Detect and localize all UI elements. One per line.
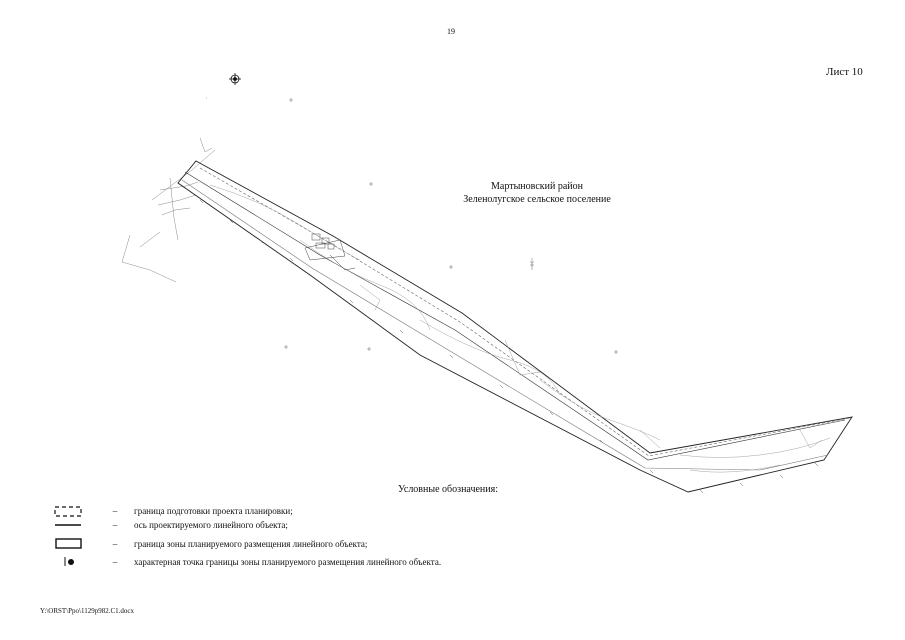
linear-object-axis: [182, 168, 850, 470]
region-title-line-2: Зеленолугское сельское поселение: [463, 194, 611, 205]
footer-file-path: Y:\ORST\Ppo\1129p982.C1.docx: [40, 607, 134, 615]
legend-item-planning-boundary: [38, 504, 293, 518]
legend-dash: –: [112, 506, 118, 516]
region-title-line-1: Мартыновский район: [491, 181, 583, 192]
terrain-contours: [210, 185, 830, 472]
sheet-label: Лист 10: [826, 66, 863, 78]
grid-crosses: [206, 98, 618, 354]
survey-lines: [122, 138, 215, 282]
legend-label: граница подготовки проекта планировки;: [134, 506, 293, 516]
planning-zone-boundary: [178, 161, 852, 492]
legend-dash: –: [112, 539, 118, 549]
settlement-cluster: [305, 234, 355, 270]
legend-label: характерная точка границы зоны планируемого размещения линейного объекта.: [134, 557, 442, 567]
legend-item-zone-boundary: [38, 537, 367, 551]
map-tick-marks: [530, 258, 534, 270]
legend-dash: –: [112, 557, 118, 567]
edge-hatching: [200, 200, 818, 493]
region-title: [462, 180, 612, 206]
legend-item-object-axis: [38, 518, 288, 532]
legend-label: ось проектируемого линейного объекта;: [134, 520, 288, 530]
legend-item-boundary-point: [38, 555, 441, 569]
legend-dash: –: [112, 520, 118, 530]
compass-icon: [229, 73, 241, 85]
page-number: 19: [447, 27, 455, 36]
legend-title: Условные обозначения:: [398, 484, 499, 495]
legend-label: граница зоны планируемого размещения линейного объекта;: [134, 539, 368, 549]
